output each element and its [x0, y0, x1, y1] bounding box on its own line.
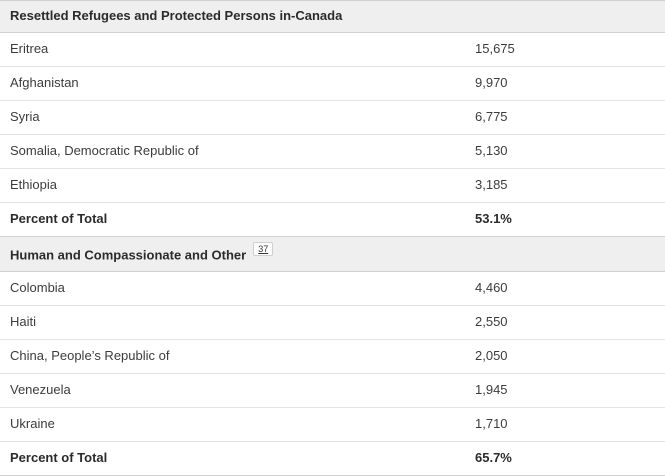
table-row [0, 374, 665, 408]
country-label: Haiti [0, 306, 465, 340]
country-label: Ethiopia [0, 169, 465, 203]
country-label: Ukraine [0, 408, 465, 442]
country-label: Syria [0, 101, 465, 135]
country-label: China, People’s Republic of [0, 340, 465, 374]
section-header-row [0, 1, 665, 33]
table-row [0, 33, 665, 67]
country-value: 1,945 [465, 374, 665, 408]
country-label: Colombia [0, 272, 465, 306]
table-body [0, 1, 665, 476]
percent-of-total-label: Percent of Total [0, 442, 465, 476]
section-header-row [0, 237, 665, 272]
country-value: 15,675 [465, 33, 665, 67]
percent-of-total-row [0, 203, 665, 237]
percent-of-total-value: 65.7% [465, 442, 665, 476]
table-row [0, 135, 665, 169]
country-value: 3,185 [465, 169, 665, 203]
table-row [0, 272, 665, 306]
table-row [0, 169, 665, 203]
country-value: 2,550 [465, 306, 665, 340]
country-label: Venezuela [0, 374, 465, 408]
percent-of-total-row [0, 442, 665, 476]
country-label: Somalia, Democratic Republic of [0, 135, 465, 169]
section-header-cell [0, 1, 665, 33]
country-value: 6,775 [465, 101, 665, 135]
country-value: 2,050 [465, 340, 665, 374]
country-value: 4,460 [465, 272, 665, 306]
table-row [0, 101, 665, 135]
table-row [0, 340, 665, 374]
country-value: 9,970 [465, 67, 665, 101]
table-row [0, 306, 665, 340]
country-value: 1,710 [465, 408, 665, 442]
section-header-cell [0, 237, 665, 272]
section-title: Human and Compassionate and Other [10, 247, 247, 263]
country-label: Afghanistan [0, 67, 465, 101]
percent-of-total-value: 53.1% [465, 203, 665, 237]
table-row [0, 408, 665, 442]
percent-of-total-label: Percent of Total [0, 203, 465, 237]
table-row [0, 67, 665, 101]
section-title: Resettled Refugees and Protected Persons in-Canada [10, 8, 343, 23]
country-label: Eritrea [0, 33, 465, 67]
footnote-link[interactable]: 37 [253, 242, 273, 256]
country-value: 5,130 [465, 135, 665, 169]
